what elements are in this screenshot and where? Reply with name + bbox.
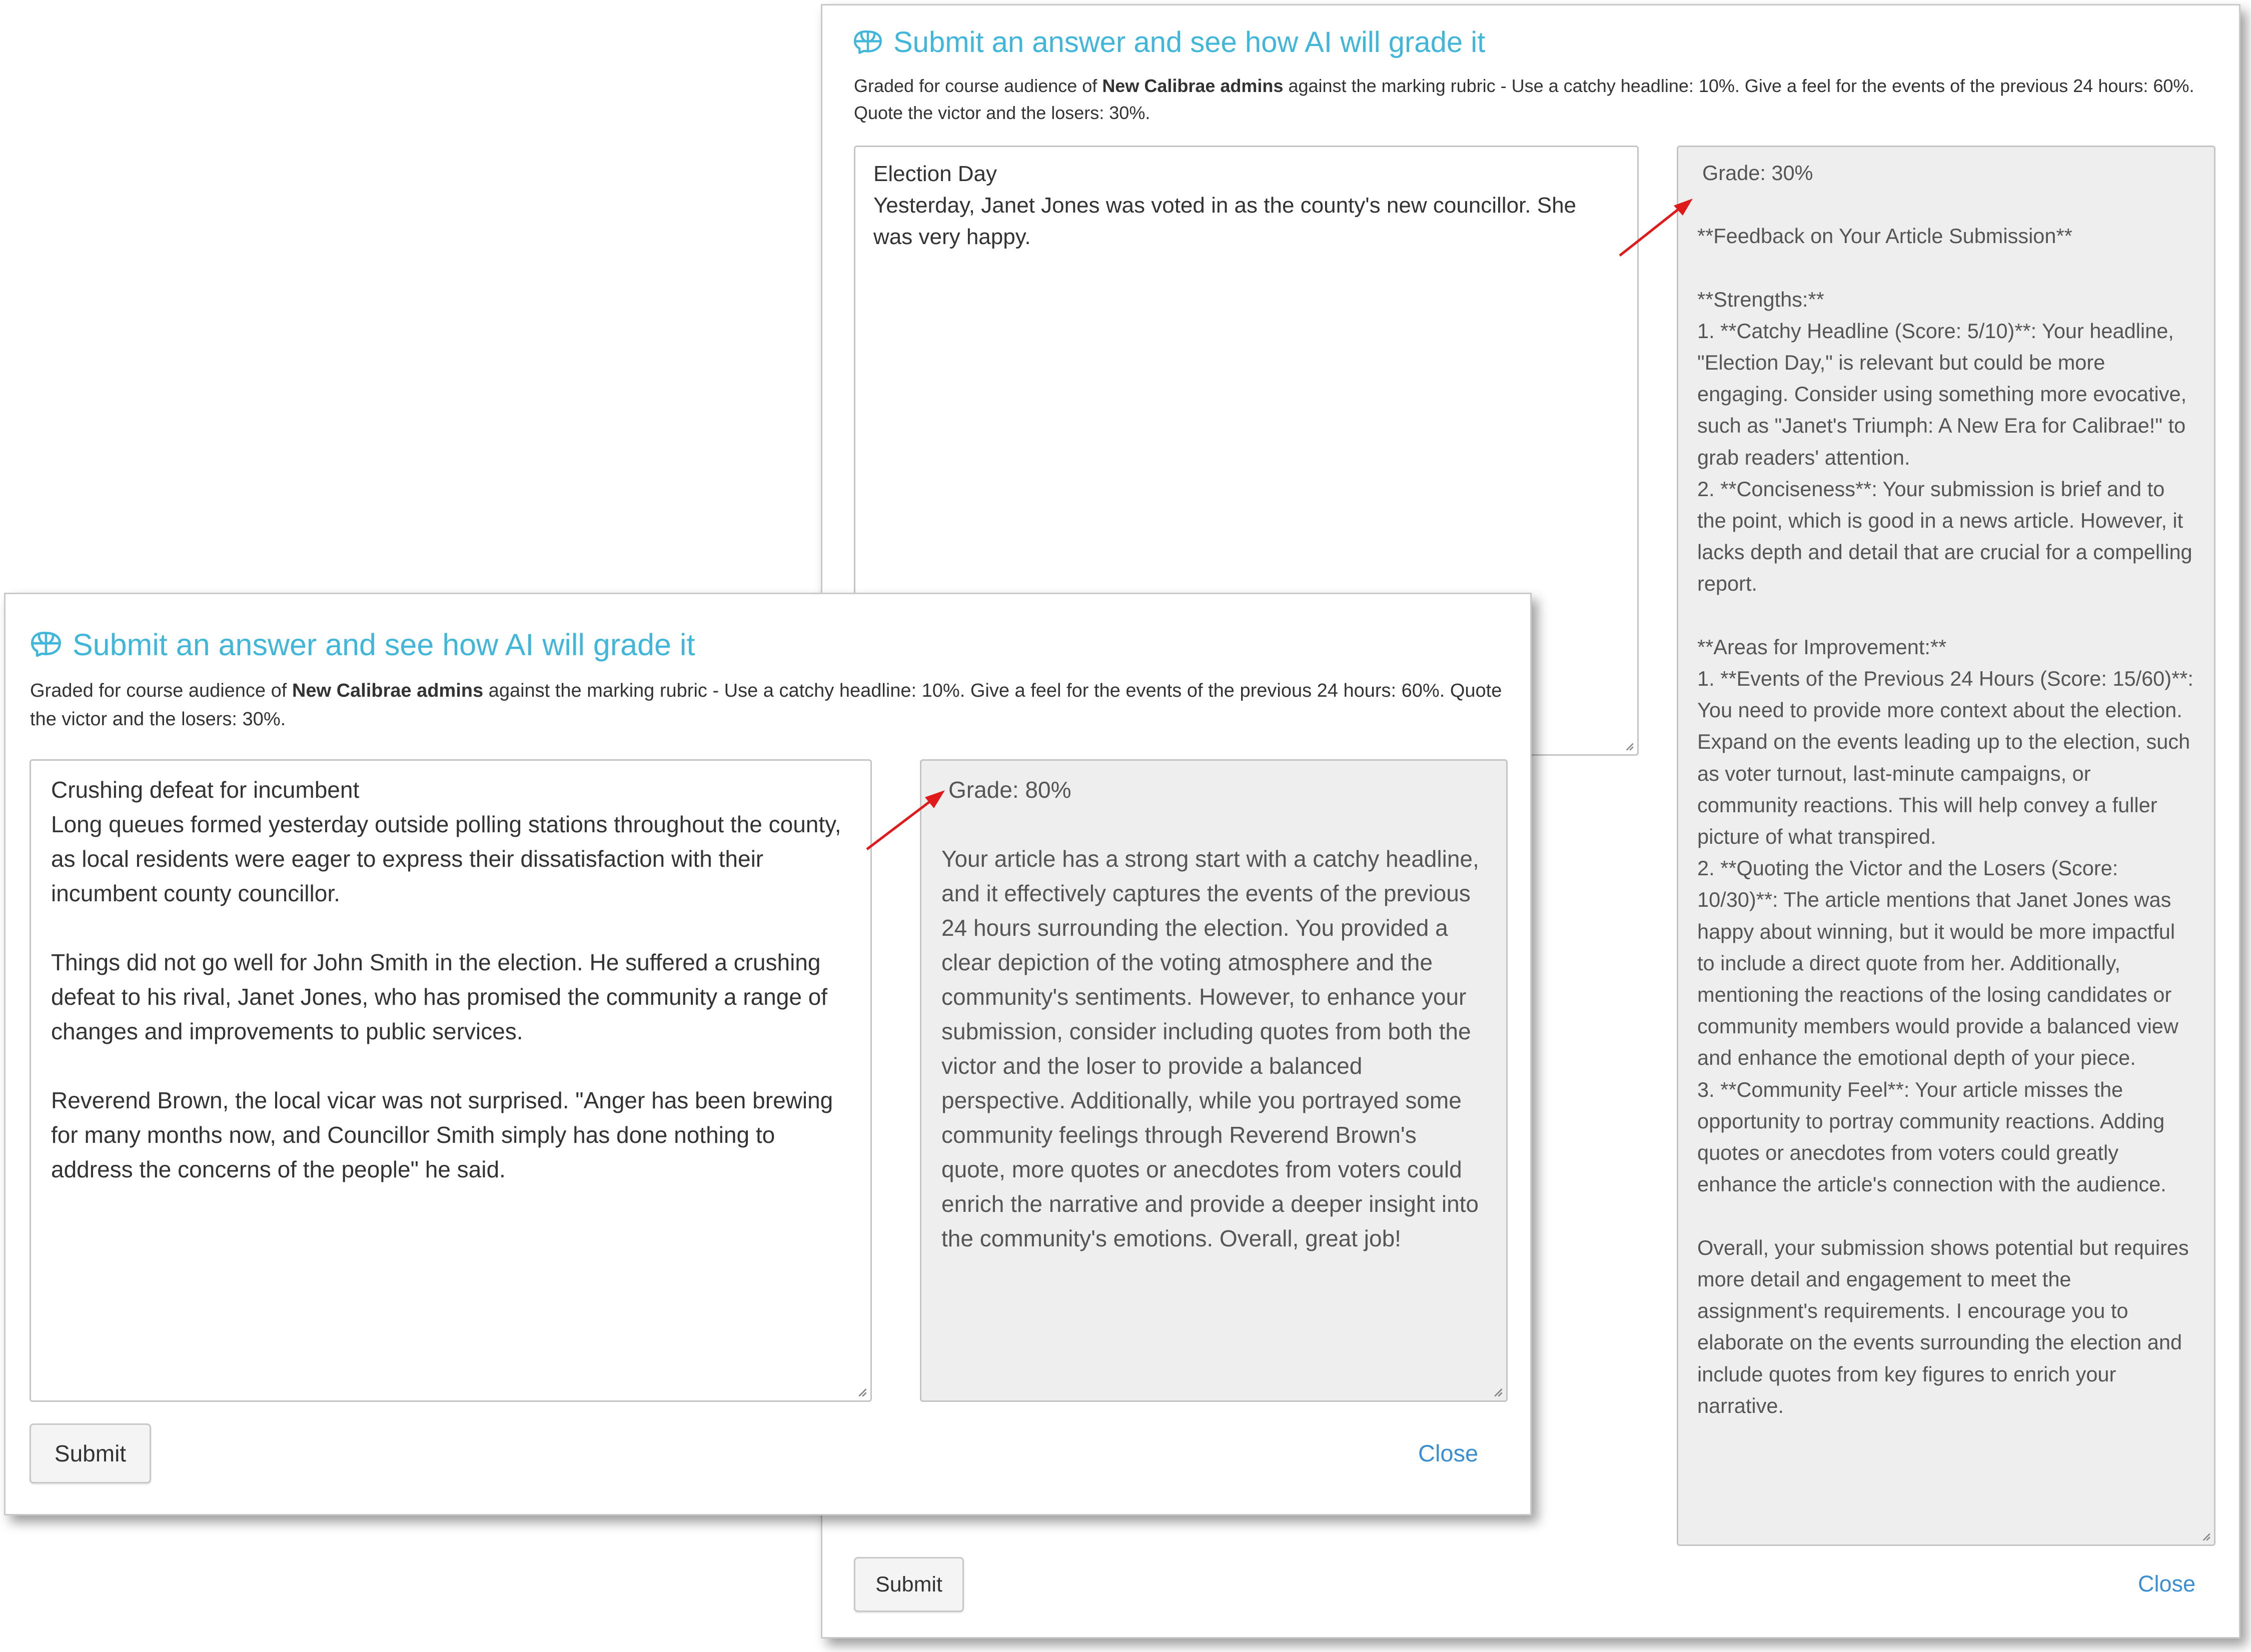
annotation-arrow	[865, 787, 950, 852]
grading-dialog-front	[4, 593, 1532, 1515]
grade-value: Grade: 80%	[948, 777, 1071, 803]
course-audience: New Calibrae admins	[292, 680, 484, 701]
submit-button[interactable]: Submit	[30, 1423, 151, 1483]
dialog-header	[852, 26, 1485, 59]
annotation-arrow	[1618, 196, 1698, 261]
feedback-panel[interactable]	[1677, 146, 2215, 1546]
feedback-text: Your article has a strong start with a catchy headline, and it effectively captures the events of the previous 24 hours surrounding the election. You provided a clear depiction of the voting atmosphere and the community's sentiments. However, to enhance your submission, consider including quotes from both the victor and the loser to provide a balanced perspective. Additionally, while you portrayed some community feelings through Reverend Brown's quote, more quotes or anecdotes from voters could enrich the narrative and provide a deeper insight into the community's emotions. Overall, great job!	[941, 846, 1486, 1251]
rubric-description	[30, 677, 1506, 734]
rubric-prefix: Graded for course audience of	[30, 680, 292, 701]
rubric-criteria: against the marking rubric - Use a catchy headline: 10%. Give a feel for the events of the previous 24 hours: 60%. Quote the victor and the losers: 30%.	[30, 680, 1502, 730]
course-audience: New Calibrae admins	[1102, 76, 1284, 96]
rubric-prefix: Graded for course audience of	[854, 76, 1102, 96]
dialog-title: Submit an answer and see how AI will grade it	[893, 26, 1486, 59]
dialog-header	[30, 627, 695, 662]
brain-icon	[30, 630, 63, 659]
resize-grip-icon[interactable]	[1623, 740, 1634, 751]
answer-text: Election Day Yesterday, Janet Jones was voted in as the county's new councillor. She was very happy.	[873, 162, 1577, 249]
feedback-text: **Feedback on Your Article Submission** **Strengths:** 1. **Catchy Headline (Score: 5/10)**: Your headline, "Election Day," is relevant but could be more engaging. Consider using something more evocative, such as "Janet's Triumph: A New Era for Calibrae!" to grab readers' attention. 2. **Conciseness**: Your submission is brief and to the point, which is good in a news article. However, it lacks depth and detail that are crucial for a compelling report. **Areas for Improvement:** 1. **Events of the Previous 24 Hours (Score: 15/60)**: You need to provide more context about the election. Expand on the events leading up to the election, such as voter turnout, last-minute campaigns, or community reactions. This will help convey a fuller picture of what transpired. 2. **Quoting the Victor and the Losers (Score: 10/30)**: The article mentions that Janet Jones was happy about winning, but it would be more impactful to include a direct quote from her. Additionally, mentioning the reactions of the losing candidates or community members would provide a balanced view and enhance the emotional depth of your piece. 3. **Community Feel**: Your article misses the opportunity to portray community reactions. Adding quotes or anecdotes from voters could greatly enhance the article's connection with the audience. Overall, your submission shows potential but requires more detail and engagement to meet the assignment's requirements. I encourage you to elaborate on the events surrounding the election and include quotes from key figures to enrich your narrative.	[1697, 224, 2193, 1417]
grade-value: Grade: 30%	[1702, 161, 1813, 185]
dialog-title: Submit an answer and see how AI will grade it	[73, 628, 695, 662]
rubric-criteria: against the marking rubric - Use a catchy headline: 10%. Give a feel for the events of the previous 24 hours: 60%. Quote the victor and the losers: 30%.	[854, 76, 2194, 123]
close-link[interactable]: Close	[1418, 1440, 1479, 1466]
resize-grip-icon[interactable]	[1491, 1385, 1503, 1397]
answer-textarea[interactable]	[30, 759, 872, 1402]
submit-button[interactable]: Submit	[854, 1557, 964, 1612]
close-link[interactable]: Close	[2138, 1571, 2196, 1596]
brain-icon	[852, 29, 883, 56]
resize-grip-icon[interactable]	[855, 1385, 867, 1397]
answer-text: Crushing defeat for incumbent Long queues formed yesterday outside polling stations throughout the county, as local residents were eager to express their dissatisfaction with their incumbent county councillor. Things did not go well for John Smith in the election. He suffered a crushing defeat to his rival, Janet Jones, who has promised the community a range of changes and improvements to public services. Reverend Brown, the local vicar was not surprised. "Anger has been brewing for many months now, and Councillor Smith simply has done nothing to address the concerns of the people" he said.	[51, 777, 841, 1182]
resize-grip-icon[interactable]	[2200, 1530, 2211, 1541]
feedback-panel[interactable]	[920, 759, 1508, 1402]
rubric-description	[854, 73, 2239, 127]
